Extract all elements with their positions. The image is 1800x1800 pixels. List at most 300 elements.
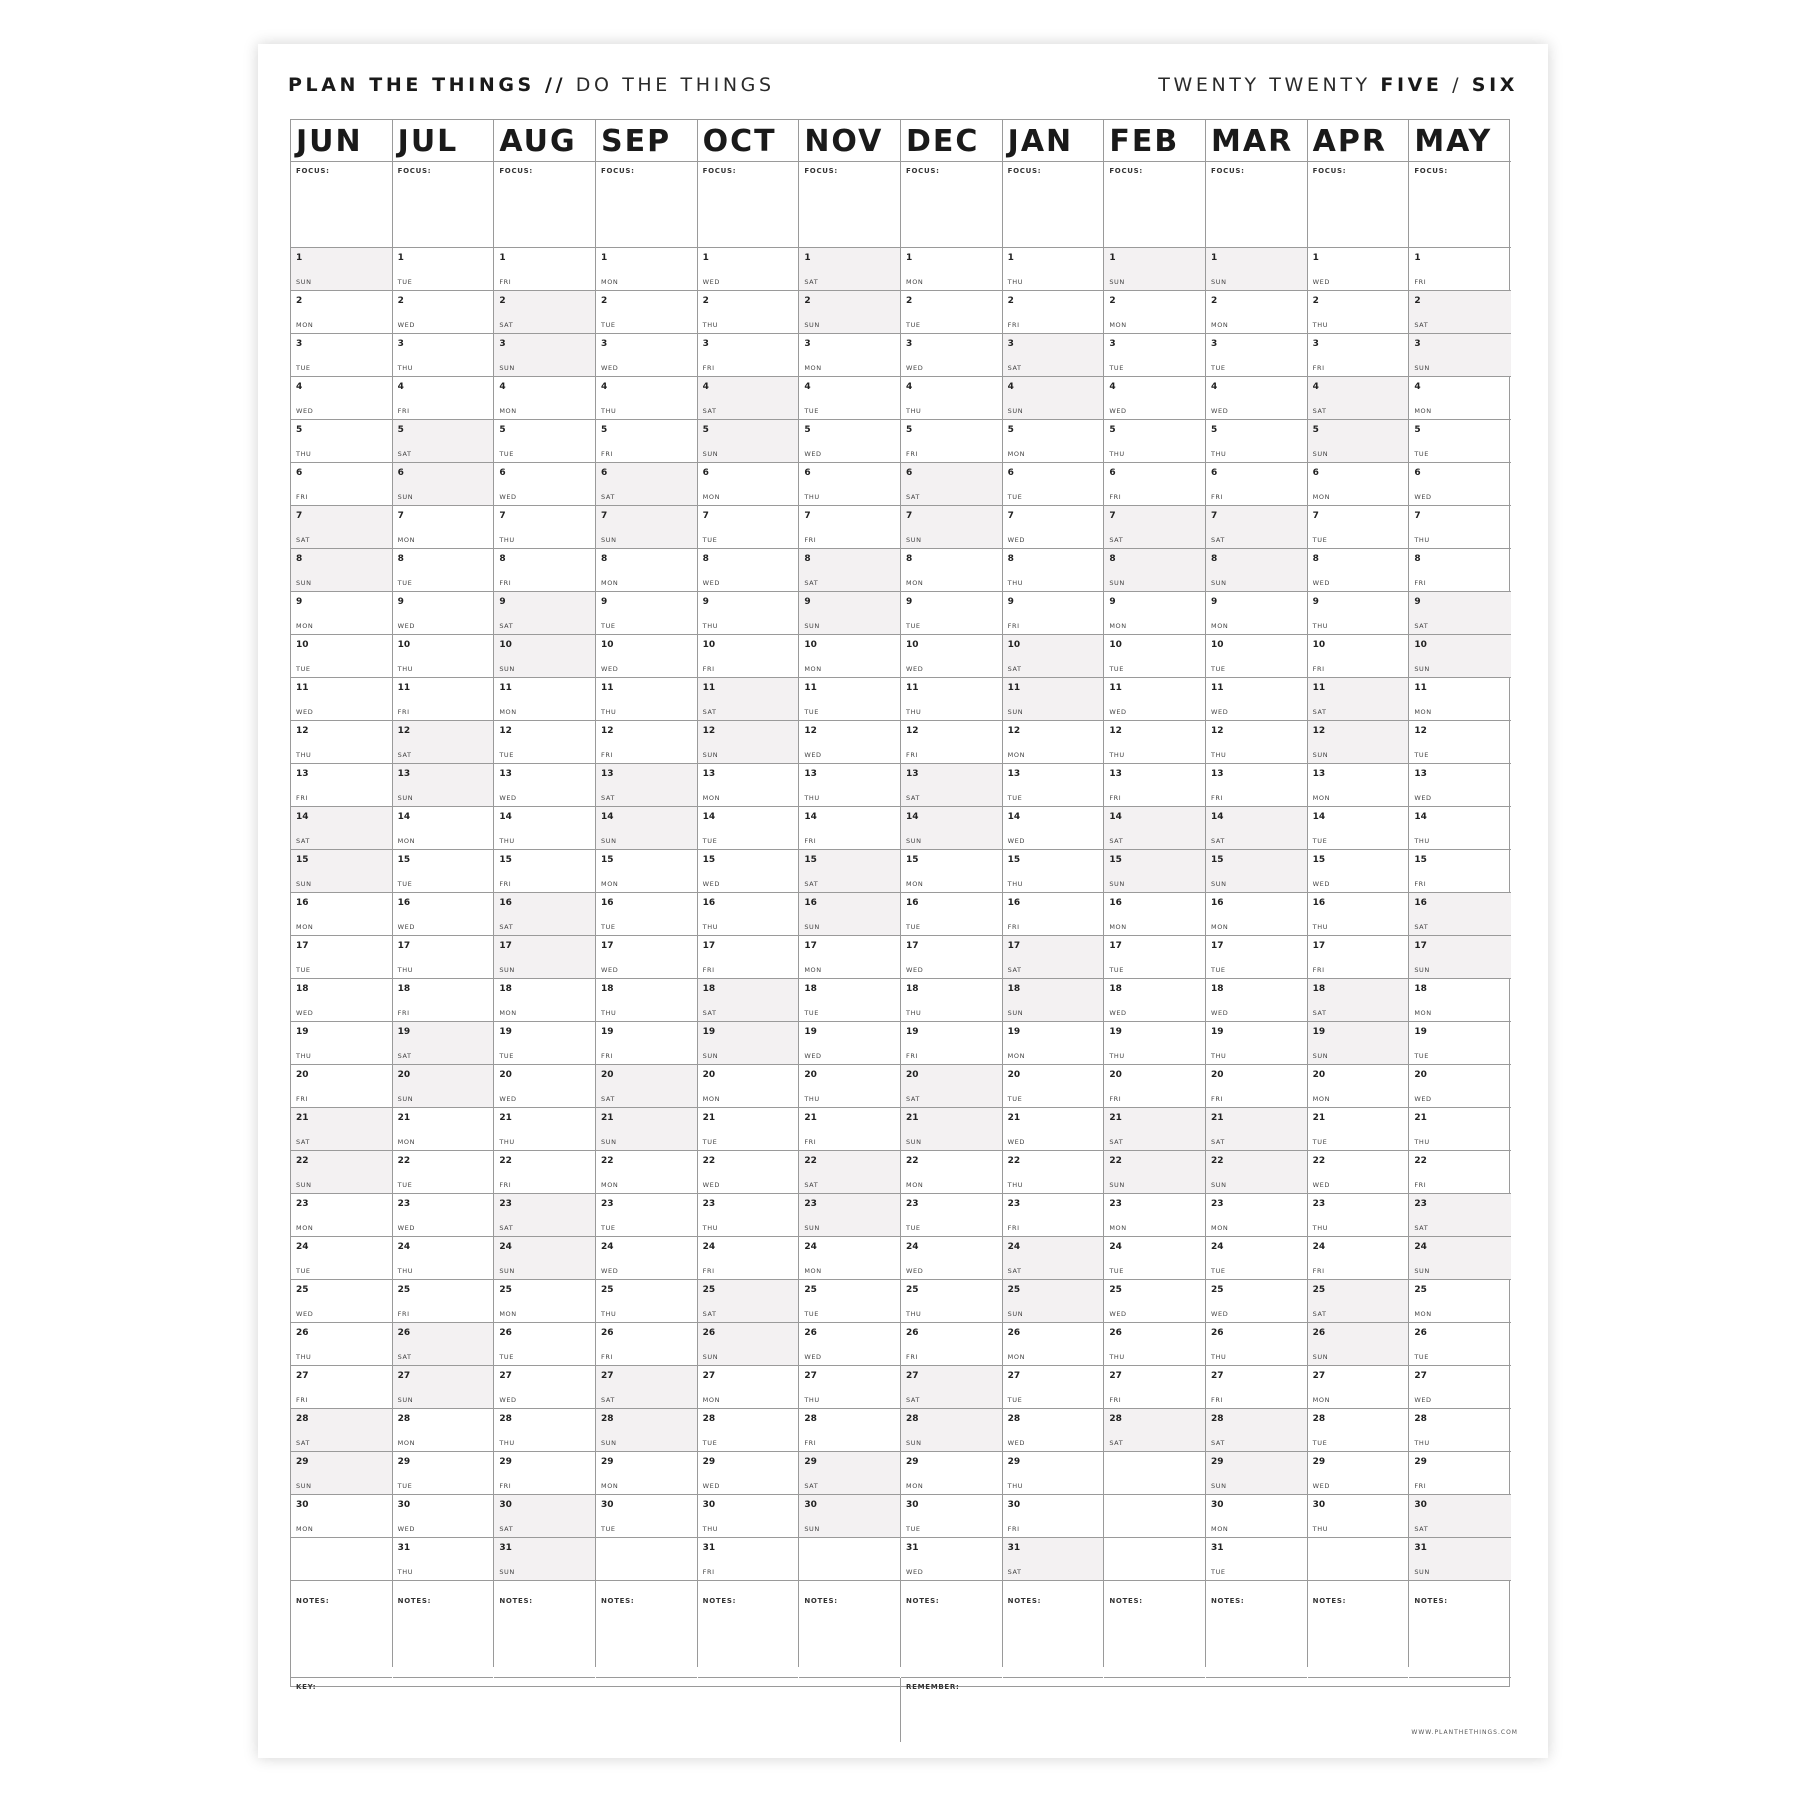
day-cell[interactable] — [393, 850, 494, 893]
day-cell[interactable] — [393, 248, 494, 291]
day-cell[interactable] — [1003, 850, 1104, 893]
day-cell[interactable] — [799, 635, 900, 678]
day-cell[interactable] — [1308, 1065, 1409, 1108]
day-cell[interactable] — [1308, 377, 1409, 420]
day-cell[interactable] — [494, 721, 595, 764]
day-cell[interactable] — [596, 678, 697, 721]
focus-box[interactable] — [698, 162, 799, 248]
day-cell[interactable] — [494, 334, 595, 377]
notes-box[interactable] — [393, 1592, 494, 1678]
day-cell[interactable] — [799, 807, 900, 850]
day-cell[interactable] — [494, 635, 595, 678]
day-cell[interactable] — [1308, 721, 1409, 764]
day-cell[interactable] — [698, 1495, 799, 1538]
day-cell[interactable] — [1206, 893, 1307, 936]
day-cell[interactable] — [1409, 807, 1511, 850]
focus-box[interactable] — [494, 162, 595, 248]
day-cell[interactable] — [494, 1452, 595, 1495]
day-cell[interactable] — [1206, 1452, 1307, 1495]
day-cell[interactable] — [698, 936, 799, 979]
day-cell[interactable] — [494, 291, 595, 334]
day-cell[interactable] — [1104, 592, 1205, 635]
notes-box[interactable] — [494, 1592, 595, 1678]
day-cell[interactable] — [393, 721, 494, 764]
day-cell[interactable] — [1308, 549, 1409, 592]
focus-box[interactable] — [1104, 162, 1205, 248]
focus-box[interactable] — [1409, 162, 1511, 248]
day-cell[interactable] — [291, 420, 392, 463]
day-cell[interactable] — [1104, 1409, 1205, 1452]
focus-box[interactable] — [393, 162, 494, 248]
day-cell[interactable] — [1104, 420, 1205, 463]
notes-box[interactable] — [799, 1592, 900, 1678]
day-cell[interactable] — [901, 936, 1002, 979]
day-cell[interactable] — [698, 291, 799, 334]
day-cell[interactable] — [596, 936, 697, 979]
day-cell[interactable] — [1104, 1237, 1205, 1280]
day-cell[interactable] — [1104, 807, 1205, 850]
day-cell[interactable] — [1206, 1022, 1307, 1065]
day-cell[interactable] — [1409, 549, 1511, 592]
day-cell[interactable] — [393, 1108, 494, 1151]
day-cell[interactable] — [698, 1022, 799, 1065]
day-cell[interactable] — [1206, 291, 1307, 334]
day-cell[interactable] — [901, 1452, 1002, 1495]
day-cell[interactable] — [1308, 635, 1409, 678]
day-cell[interactable] — [1003, 721, 1104, 764]
day-cell[interactable] — [901, 506, 1002, 549]
day-cell[interactable] — [1206, 1280, 1307, 1323]
day-cell[interactable] — [1206, 1108, 1307, 1151]
day-cell[interactable] — [698, 377, 799, 420]
day-cell[interactable] — [494, 592, 595, 635]
day-cell[interactable] — [1409, 1065, 1511, 1108]
day-cell[interactable] — [1003, 1452, 1104, 1495]
day-cell[interactable] — [901, 1022, 1002, 1065]
day-cell[interactable] — [1206, 1323, 1307, 1366]
day-cell[interactable] — [698, 635, 799, 678]
day-cell[interactable] — [1308, 420, 1409, 463]
notes-box[interactable] — [596, 1592, 697, 1678]
day-cell[interactable] — [291, 850, 392, 893]
day-cell[interactable] — [1206, 1366, 1307, 1409]
day-cell[interactable] — [799, 1237, 900, 1280]
day-cell[interactable] — [1104, 549, 1205, 592]
day-cell[interactable] — [901, 635, 1002, 678]
day-cell[interactable] — [291, 291, 392, 334]
day-cell[interactable] — [291, 721, 392, 764]
day-cell[interactable] — [1308, 1280, 1409, 1323]
day-cell[interactable] — [901, 1065, 1002, 1108]
day-cell[interactable] — [393, 678, 494, 721]
day-cell[interactable] — [901, 1280, 1002, 1323]
day-cell[interactable] — [1104, 1108, 1205, 1151]
day-cell[interactable] — [291, 506, 392, 549]
day-cell[interactable] — [494, 807, 595, 850]
day-cell[interactable] — [799, 334, 900, 377]
day-cell[interactable] — [1003, 764, 1104, 807]
day-cell[interactable] — [1104, 850, 1205, 893]
day-cell[interactable] — [1308, 678, 1409, 721]
day-cell[interactable] — [799, 592, 900, 635]
day-cell[interactable] — [1409, 1452, 1511, 1495]
day-cell[interactable] — [799, 1194, 900, 1237]
day-cell[interactable] — [1206, 334, 1307, 377]
day-cell[interactable] — [799, 764, 900, 807]
day-cell[interactable] — [1104, 764, 1205, 807]
day-cell[interactable] — [291, 592, 392, 635]
day-cell[interactable] — [291, 1108, 392, 1151]
day-cell[interactable] — [1409, 678, 1511, 721]
day-cell[interactable] — [1003, 1323, 1104, 1366]
day-cell[interactable] — [698, 248, 799, 291]
day-cell[interactable] — [698, 807, 799, 850]
day-cell[interactable] — [596, 463, 697, 506]
day-cell[interactable] — [393, 1022, 494, 1065]
day-cell[interactable] — [1308, 334, 1409, 377]
day-cell[interactable] — [1003, 334, 1104, 377]
day-cell[interactable] — [1206, 979, 1307, 1022]
day-cell[interactable] — [1409, 506, 1511, 549]
day-cell[interactable] — [494, 420, 595, 463]
day-cell[interactable] — [1104, 893, 1205, 936]
day-cell[interactable] — [1003, 1495, 1104, 1538]
day-cell[interactable] — [393, 1151, 494, 1194]
day-cell[interactable] — [494, 1065, 595, 1108]
notes-box[interactable] — [1206, 1592, 1307, 1678]
day-cell[interactable] — [1308, 807, 1409, 850]
day-cell[interactable] — [799, 420, 900, 463]
day-cell[interactable] — [596, 807, 697, 850]
day-cell[interactable] — [393, 1065, 494, 1108]
day-cell[interactable] — [291, 1194, 392, 1237]
day-cell[interactable] — [1104, 936, 1205, 979]
day-cell[interactable] — [1104, 1022, 1205, 1065]
day-cell[interactable] — [393, 592, 494, 635]
day-cell[interactable] — [901, 1538, 1002, 1581]
day-cell[interactable] — [698, 334, 799, 377]
day-cell[interactable] — [393, 1323, 494, 1366]
focus-box[interactable] — [1308, 162, 1409, 248]
day-cell[interactable] — [698, 1280, 799, 1323]
day-cell[interactable] — [1206, 1409, 1307, 1452]
day-cell[interactable] — [494, 549, 595, 592]
day-cell[interactable] — [291, 1151, 392, 1194]
day-cell[interactable] — [494, 506, 595, 549]
day-cell[interactable] — [901, 764, 1002, 807]
day-cell[interactable] — [494, 1151, 595, 1194]
day-cell[interactable] — [799, 1065, 900, 1108]
notes-box[interactable] — [291, 1592, 392, 1678]
day-cell[interactable] — [393, 979, 494, 1022]
day-cell[interactable] — [1409, 463, 1511, 506]
day-cell[interactable] — [291, 248, 392, 291]
day-cell[interactable] — [1308, 1323, 1409, 1366]
day-cell[interactable] — [494, 1022, 595, 1065]
day-cell[interactable] — [1003, 1108, 1104, 1151]
day-cell[interactable] — [901, 420, 1002, 463]
day-cell[interactable] — [1003, 377, 1104, 420]
day-cell[interactable] — [901, 807, 1002, 850]
day-cell[interactable] — [1003, 420, 1104, 463]
day-cell[interactable] — [1409, 248, 1511, 291]
day-cell[interactable] — [901, 592, 1002, 635]
day-cell[interactable] — [494, 1409, 595, 1452]
day-cell[interactable] — [799, 506, 900, 549]
day-cell[interactable] — [1409, 592, 1511, 635]
day-cell[interactable] — [1409, 1409, 1511, 1452]
day-cell[interactable] — [1308, 1366, 1409, 1409]
focus-box[interactable] — [291, 162, 392, 248]
day-cell[interactable] — [1206, 420, 1307, 463]
day-cell[interactable] — [393, 291, 494, 334]
day-cell[interactable] — [799, 248, 900, 291]
day-cell[interactable] — [1409, 1237, 1511, 1280]
day-cell[interactable] — [494, 1495, 595, 1538]
day-cell[interactable] — [1409, 334, 1511, 377]
day-cell[interactable] — [1409, 1366, 1511, 1409]
day-cell[interactable] — [291, 377, 392, 420]
day-cell[interactable] — [1003, 463, 1104, 506]
day-cell[interactable] — [1206, 549, 1307, 592]
day-cell[interactable] — [596, 377, 697, 420]
day-cell[interactable] — [698, 549, 799, 592]
day-cell[interactable] — [393, 1237, 494, 1280]
day-cell[interactable] — [698, 463, 799, 506]
day-cell[interactable] — [291, 1237, 392, 1280]
day-cell[interactable] — [291, 1495, 392, 1538]
day-cell[interactable] — [596, 1194, 697, 1237]
day-cell[interactable] — [596, 592, 697, 635]
day-cell[interactable] — [698, 678, 799, 721]
day-cell[interactable] — [799, 1108, 900, 1151]
day-cell[interactable] — [1206, 764, 1307, 807]
day-cell[interactable] — [1308, 291, 1409, 334]
day-cell[interactable] — [901, 1409, 1002, 1452]
day-cell[interactable] — [698, 1452, 799, 1495]
day-cell[interactable] — [799, 979, 900, 1022]
day-cell[interactable] — [1003, 291, 1104, 334]
day-cell[interactable] — [596, 334, 697, 377]
day-cell[interactable] — [393, 1452, 494, 1495]
day-cell[interactable] — [291, 807, 392, 850]
day-cell[interactable] — [1003, 979, 1104, 1022]
day-cell[interactable] — [596, 1022, 697, 1065]
day-cell[interactable] — [901, 721, 1002, 764]
day-cell[interactable] — [1409, 979, 1511, 1022]
day-cell[interactable] — [1308, 1022, 1409, 1065]
day-cell[interactable] — [698, 592, 799, 635]
day-cell[interactable] — [799, 549, 900, 592]
day-cell[interactable] — [596, 506, 697, 549]
focus-box[interactable] — [596, 162, 697, 248]
day-cell[interactable] — [291, 678, 392, 721]
day-cell[interactable] — [1308, 1409, 1409, 1452]
day-cell[interactable] — [1409, 721, 1511, 764]
day-cell[interactable] — [596, 1151, 697, 1194]
day-cell[interactable] — [901, 1237, 1002, 1280]
day-cell[interactable] — [596, 549, 697, 592]
day-cell[interactable] — [1308, 506, 1409, 549]
day-cell[interactable] — [291, 549, 392, 592]
day-cell[interactable] — [1409, 1495, 1511, 1538]
day-cell[interactable] — [596, 764, 697, 807]
day-cell[interactable] — [698, 1366, 799, 1409]
day-cell[interactable] — [698, 1108, 799, 1151]
day-cell[interactable] — [1003, 1538, 1104, 1581]
day-cell[interactable] — [596, 1366, 697, 1409]
day-cell[interactable] — [393, 1194, 494, 1237]
day-cell[interactable] — [1104, 1194, 1205, 1237]
notes-box[interactable] — [1003, 1592, 1104, 1678]
day-cell[interactable] — [1003, 248, 1104, 291]
day-cell[interactable] — [291, 635, 392, 678]
day-cell[interactable] — [1308, 1237, 1409, 1280]
day-cell[interactable] — [698, 1323, 799, 1366]
day-cell[interactable] — [1206, 936, 1307, 979]
day-cell[interactable] — [1104, 1065, 1205, 1108]
day-cell[interactable] — [596, 1409, 697, 1452]
day-cell[interactable] — [596, 850, 697, 893]
day-cell[interactable] — [1003, 1151, 1104, 1194]
day-cell[interactable] — [393, 1495, 494, 1538]
day-cell[interactable] — [1409, 936, 1511, 979]
day-cell[interactable] — [596, 1280, 697, 1323]
day-cell[interactable] — [799, 291, 900, 334]
day-cell[interactable] — [494, 1323, 595, 1366]
day-cell[interactable] — [1409, 1151, 1511, 1194]
day-cell[interactable] — [1206, 1237, 1307, 1280]
day-cell[interactable] — [596, 248, 697, 291]
day-cell[interactable] — [393, 1280, 494, 1323]
day-cell[interactable] — [1308, 936, 1409, 979]
day-cell[interactable] — [494, 248, 595, 291]
day-cell[interactable] — [1206, 248, 1307, 291]
day-cell[interactable] — [698, 420, 799, 463]
day-cell[interactable] — [291, 463, 392, 506]
day-cell[interactable] — [698, 850, 799, 893]
day-cell[interactable] — [1104, 248, 1205, 291]
day-cell[interactable] — [698, 893, 799, 936]
day-cell[interactable] — [1409, 1108, 1511, 1151]
day-cell[interactable] — [596, 420, 697, 463]
day-cell[interactable] — [1409, 1022, 1511, 1065]
day-cell[interactable] — [291, 1280, 392, 1323]
day-cell[interactable] — [901, 1495, 1002, 1538]
day-cell[interactable] — [698, 764, 799, 807]
day-cell[interactable] — [1206, 1194, 1307, 1237]
day-cell[interactable] — [596, 635, 697, 678]
day-cell[interactable] — [901, 377, 1002, 420]
day-cell[interactable] — [1003, 592, 1104, 635]
day-cell[interactable] — [799, 463, 900, 506]
day-cell[interactable] — [799, 721, 900, 764]
day-cell[interactable] — [393, 1538, 494, 1581]
day-cell[interactable] — [1104, 1151, 1205, 1194]
day-cell[interactable] — [1003, 807, 1104, 850]
day-cell[interactable] — [1206, 635, 1307, 678]
day-cell[interactable] — [1206, 850, 1307, 893]
day-cell[interactable] — [901, 1194, 1002, 1237]
day-cell[interactable] — [291, 1022, 392, 1065]
day-cell[interactable] — [1104, 463, 1205, 506]
day-cell[interactable] — [1308, 893, 1409, 936]
day-cell[interactable] — [596, 1495, 697, 1538]
day-cell[interactable] — [494, 463, 595, 506]
day-cell[interactable] — [596, 1323, 697, 1366]
day-cell[interactable] — [1409, 377, 1511, 420]
day-cell[interactable] — [1003, 549, 1104, 592]
day-cell[interactable] — [596, 979, 697, 1022]
day-cell[interactable] — [1409, 420, 1511, 463]
day-cell[interactable] — [1104, 979, 1205, 1022]
day-cell[interactable] — [1206, 377, 1307, 420]
day-cell[interactable] — [291, 764, 392, 807]
day-cell[interactable] — [393, 635, 494, 678]
day-cell[interactable] — [1409, 850, 1511, 893]
day-cell[interactable] — [494, 377, 595, 420]
day-cell[interactable] — [1308, 1108, 1409, 1151]
day-cell[interactable] — [1409, 1538, 1511, 1581]
day-cell[interactable] — [291, 1323, 392, 1366]
day-cell[interactable] — [698, 1151, 799, 1194]
day-cell[interactable] — [1003, 1366, 1104, 1409]
day-cell[interactable] — [1104, 678, 1205, 721]
day-cell[interactable] — [698, 1194, 799, 1237]
day-cell[interactable] — [698, 1065, 799, 1108]
day-cell[interactable] — [1003, 1022, 1104, 1065]
day-cell[interactable] — [1104, 506, 1205, 549]
day-cell[interactable] — [1409, 635, 1511, 678]
day-cell[interactable] — [1003, 1194, 1104, 1237]
day-cell[interactable] — [1308, 1151, 1409, 1194]
day-cell[interactable] — [698, 1538, 799, 1581]
day-cell[interactable] — [1206, 1495, 1307, 1538]
day-cell[interactable] — [393, 893, 494, 936]
day-cell[interactable] — [901, 678, 1002, 721]
day-cell[interactable] — [1104, 721, 1205, 764]
focus-box[interactable] — [901, 162, 1002, 248]
day-cell[interactable] — [1003, 936, 1104, 979]
day-cell[interactable] — [393, 764, 494, 807]
day-cell[interactable] — [1206, 678, 1307, 721]
day-cell[interactable] — [1308, 1495, 1409, 1538]
day-cell[interactable] — [1003, 635, 1104, 678]
notes-box[interactable] — [1409, 1592, 1511, 1678]
day-cell[interactable] — [901, 979, 1002, 1022]
focus-box[interactable] — [799, 162, 900, 248]
day-cell[interactable] — [291, 936, 392, 979]
day-cell[interactable] — [494, 1194, 595, 1237]
day-cell[interactable] — [799, 1022, 900, 1065]
day-cell[interactable] — [1206, 1065, 1307, 1108]
day-cell[interactable] — [1003, 1409, 1104, 1452]
day-cell[interactable] — [799, 1366, 900, 1409]
day-cell[interactable] — [799, 1495, 900, 1538]
day-cell[interactable] — [494, 1108, 595, 1151]
day-cell[interactable] — [494, 893, 595, 936]
day-cell[interactable] — [799, 936, 900, 979]
day-cell[interactable] — [1409, 291, 1511, 334]
day-cell[interactable] — [799, 1151, 900, 1194]
day-cell[interactable] — [1409, 893, 1511, 936]
day-cell[interactable] — [799, 1409, 900, 1452]
day-cell[interactable] — [393, 377, 494, 420]
day-cell[interactable] — [799, 893, 900, 936]
day-cell[interactable] — [698, 979, 799, 1022]
day-cell[interactable] — [1206, 506, 1307, 549]
notes-box[interactable] — [1104, 1592, 1205, 1678]
